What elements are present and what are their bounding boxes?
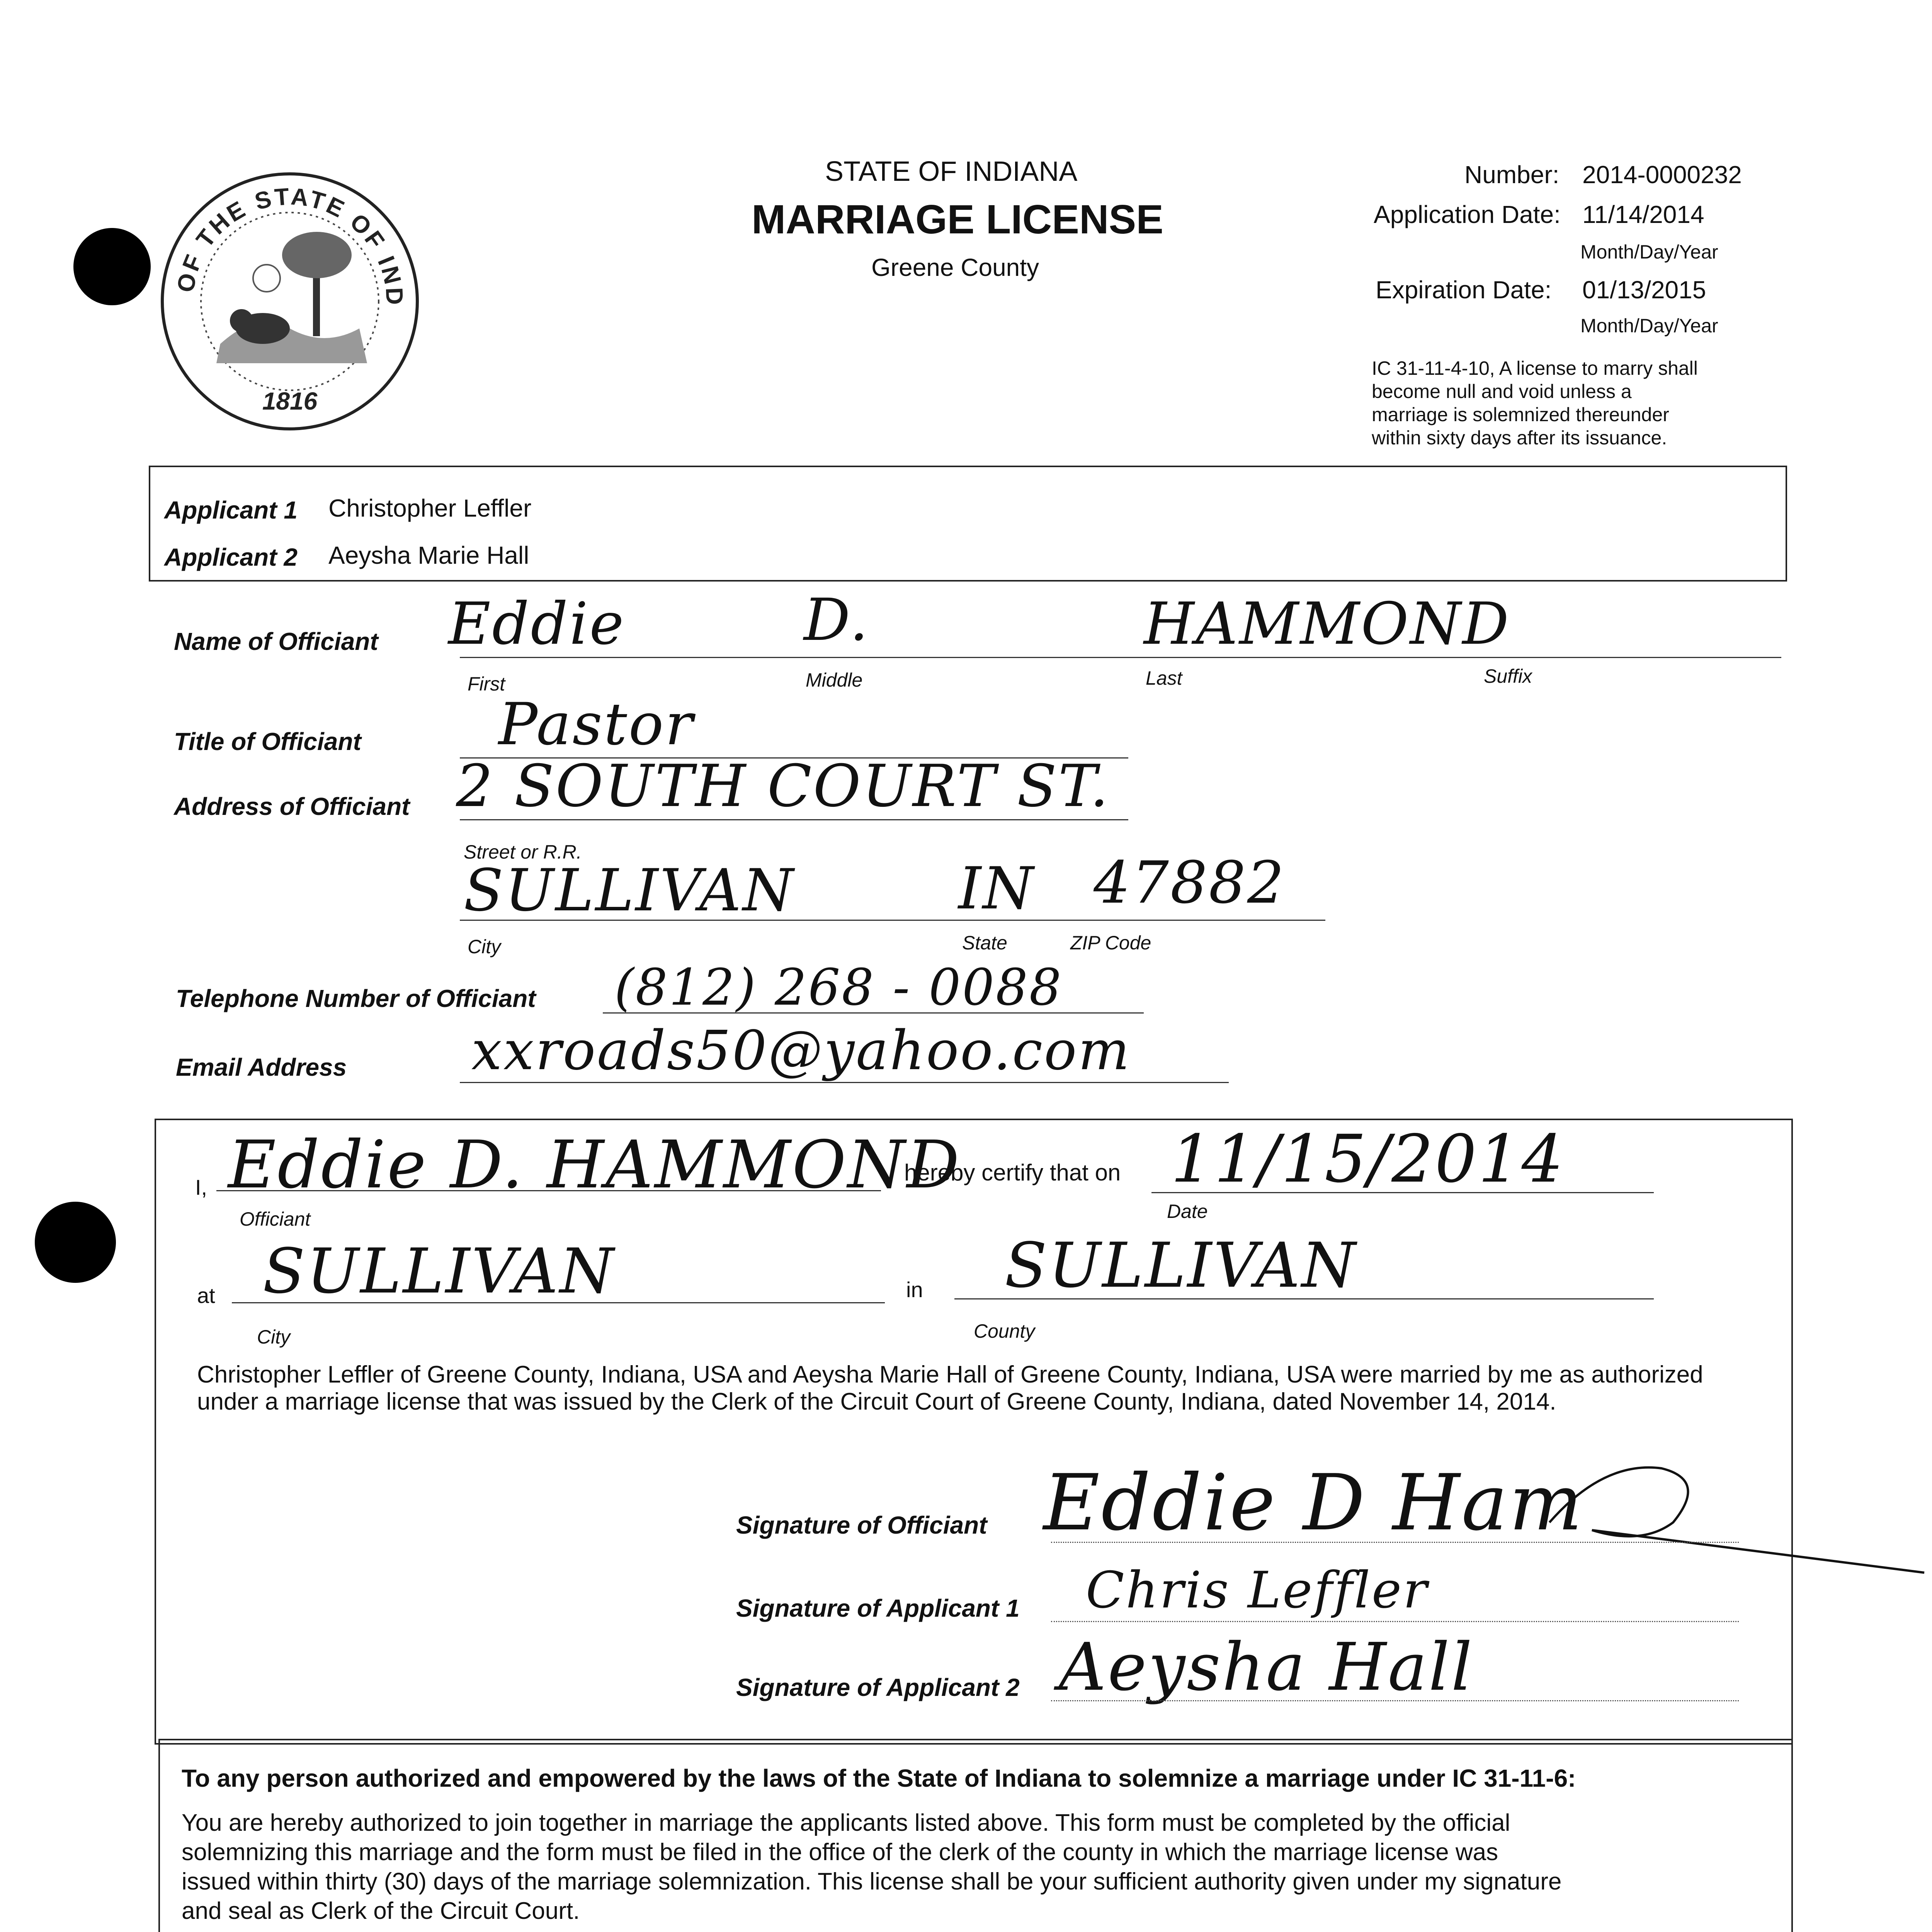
expiration-date-format: Month/Day/Year [1580,315,1718,337]
officiant-address-label: Address of Officiant [174,793,410,820]
suffix-caption: Suffix [1484,665,1532,687]
statute-note-2: become null and void unless a [1372,381,1632,402]
officiant-email-label: Email Address [176,1053,347,1081]
first-caption: First [468,673,505,695]
punch-hole-middle [35,1202,116,1283]
cert-county-line [954,1298,1654,1299]
sig-officiant: Eddie D Ham [1043,1458,1584,1548]
certification-box [155,1119,1793,1745]
seal-top-text: OF THE STATE OF IND [172,183,408,308]
seal-graphic [151,162,429,440]
officiant-zip: 47882 [1094,849,1286,917]
phone-line [603,1012,1144,1014]
officiant-first-name: Eddie [448,590,626,658]
authorization-body-2: solemnizing this marriage and the form must be filed in the office of the clerk of the county in which the marriage license was [182,1839,1498,1866]
cert-city-caption: City [257,1326,291,1348]
authorization-heading: To any person authorized and empowered by the laws of the State of Indiana to solemnize a marriage under IC 31-11-6: [182,1764,1576,1792]
state-caption: State [962,932,1007,954]
document-title: MARRIAGE LICENSE [752,197,1163,242]
middle-caption: Middle [806,669,863,691]
sig-applicant2-label: Signature of Applicant 2 [736,1673,1020,1701]
applicant2-label: Applicant 2 [164,543,298,571]
officiant-last-name: HAMMOND [1144,590,1510,658]
officiant-name-label: Name of Officiant [174,628,378,655]
authorization-body-1: You are hereby authorized to join together in marriage the applicants listed above. This form must be completed by the official [182,1810,1510,1836]
cert-officiant-caption: Officiant [240,1208,311,1230]
state-seal [151,162,429,440]
cert-county: SULLIVAN [1005,1229,1357,1301]
sig-applicant1-line [1051,1621,1739,1622]
officiant-city: SULLIVAN [464,857,795,924]
cert-date: 11/15/2014 [1171,1121,1565,1197]
applicant1-name: Christopher Leffler [328,494,532,522]
sig-officiant-line [1051,1542,1739,1543]
street-line [460,819,1128,820]
sig-applicant1-label: Signature of Applicant 1 [736,1594,1020,1622]
cert-officiant-line [216,1190,881,1191]
sig-applicant1: Chris Leffler [1086,1561,1429,1619]
last-caption: Last [1146,667,1182,689]
application-date-label: Application Date: [1374,201,1561,228]
sig-applicant2-line [1051,1700,1739,1701]
cert-date-line [1151,1192,1654,1193]
county-name: Greene County [871,253,1039,281]
application-date: 11/14/2014 [1582,201,1704,228]
email-line [460,1082,1229,1083]
sig-officiant-label: Signature of Officiant [736,1511,987,1539]
statute-note-4: within sixty days after its issuance. [1372,427,1667,449]
officiant-phone-label: Telephone Number of Officiant [176,985,536,1012]
cert-city: SULLIVAN [263,1235,616,1307]
cert-certify-text: hereby certify that on [904,1160,1121,1185]
authorization-body-3: issued within thirty (30) days of the marriage solemnization. This license shall be your sufficient authority given under my signature [182,1868,1562,1895]
cert-at-label: at [197,1283,215,1308]
expiration-date: 01/13/2015 [1582,276,1706,304]
cert-county-caption: County [974,1320,1035,1342]
sig-officiant-flourish [1546,1445,1932,1592]
zip-caption: ZIP Code [1070,932,1151,954]
officiant-state: IN [958,855,1035,922]
statute-note-3: marriage is solemnized thereunder [1372,404,1669,425]
authorization-body-4: and seal as Clerk of the Circuit Court. [182,1898,580,1924]
punch-hole-top [73,228,151,305]
officiant-email: xxroads50@yahoo.com [471,1019,1131,1082]
application-date-format: Month/Day/Year [1580,241,1718,263]
cert-date-caption: Date [1167,1201,1208,1222]
officiant-phone: (812) 268 - 0088 [614,958,1063,1017]
number-label: Number: [1464,161,1560,189]
sig-applicant2: Aeysha Hall [1059,1629,1474,1706]
seal-year: 1816 [262,387,318,415]
street-caption: Street or R.R. [464,841,582,863]
officiant-title-label: Title of Officiant [174,728,361,755]
officiant-street: 2 SOUTH COURT ST. [456,753,1110,820]
applicant1-label: Applicant 1 [164,496,298,524]
applicant2-name: Aeysha Marie Hall [328,541,529,569]
city-caption: City [468,936,501,957]
cert-officiant-name: Eddie D. HAMMOND [228,1127,961,1203]
cert-in-label: in [906,1277,923,1302]
cert-statement-2: under a marriage license that was issued by the Clerk of the Circuit Court of Greene County, Indiana, dated November 14, 2014. [197,1388,1556,1415]
expiration-date-label: Expiration Date: [1376,276,1552,304]
officiant-title: Pastor [498,691,694,758]
officiant-name-line [460,657,1781,658]
cert-city-line [232,1302,885,1303]
officiant-middle-name: D. [804,587,870,654]
state-name: STATE OF INDIANA [825,156,1078,187]
cert-i-label: I, [195,1175,207,1199]
cert-statement-1: Christopher Leffler of Greene County, Indiana, USA and Aeysha Marie Hall of Greene County, Indiana, USA were married by me as authorized [197,1361,1703,1388]
license-number: 2014-0000232 [1582,161,1742,189]
city-state-zip-line [460,920,1325,921]
statute-note-1: IC 31-11-4-10, A license to marry shall [1372,357,1698,379]
